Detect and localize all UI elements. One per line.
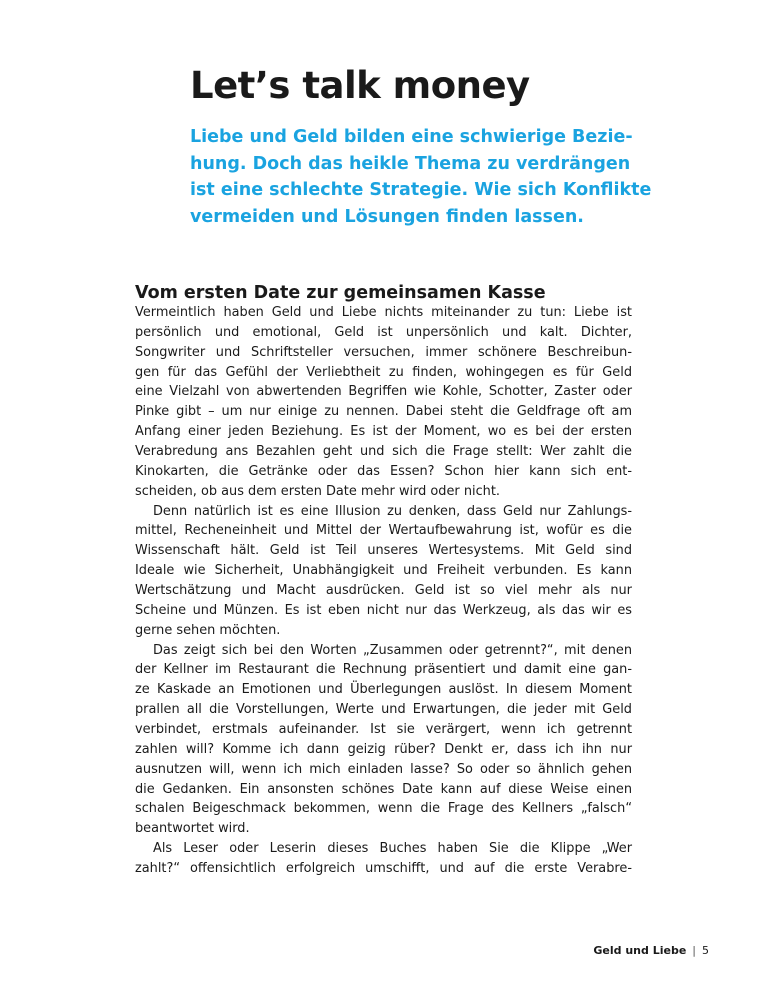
body-line: Scheine und Münzen. Es ist eben nicht nur das Werkzeug, als das wir es — [135, 602, 632, 618]
body-line: ausnutzen will, wenn ich mich einladen lasse? So oder so ähnlich gehen — [135, 761, 632, 777]
body-line: prallen all die Vorstellungen, Werte und Erwartungen, die jeder mit Geld — [135, 702, 632, 718]
intro-line: hung. Doch das heikle Thema zu verdrängen — [190, 153, 631, 174]
intro-line: ist eine schlechte Strategie. Wie sich Konflikte — [190, 180, 652, 201]
section-heading: Vom ersten Date zur gemeinsamen Kasse — [135, 283, 546, 303]
intro-line: Liebe und Geld bilden eine schwierige Bezie- — [190, 127, 633, 147]
article-intro — [190, 124, 650, 231]
body-line: der Kellner im Restaurant die Rechnung präsentiert und damit eine gan- — [135, 662, 632, 678]
intro-line: vermeiden und Lösungen finden lassen. — [190, 207, 584, 228]
body-line: eine Vielzahl von abwertenden Begriffen wie Kohle, Schotter, Zaster oder — [135, 384, 632, 400]
body-line: schalen Beigeschmack bekommen, wenn die Frage des Kellners „falsch“ — [135, 801, 632, 817]
body-line: Kinokarten, die Getränke oder das Essen? Schon hier kann sich ent- — [135, 463, 632, 479]
body-line: mittel, Recheneinheit und Mittel der Wertaufbewahrung ist, wofür es die — [135, 523, 632, 539]
footer-separator: | — [692, 944, 696, 957]
body-line: Vermeintlich haben Geld und Liebe nichts miteinander zu tun: Liebe ist — [135, 305, 632, 320]
body-line: gerne sehen möchten. — [135, 622, 281, 638]
body-line: persönlich und emotional, Geld ist unpersönlich und kalt. Dichter, — [135, 324, 632, 340]
body-line: scheiden, ob aus dem ersten Date mehr wird oder nicht. — [135, 483, 500, 499]
page-number: 5 — [702, 944, 709, 957]
body-line: Verabredung ans Bezahlen geht und sich die Frage stellt: Wer zahlt die — [135, 444, 632, 460]
footer-section-title: Geld und Liebe — [593, 944, 687, 957]
body-line: Denn natürlich ist es eine Illusion zu denken, dass Geld nur Zahlungs- — [153, 503, 632, 519]
body-line: die Gedanken. Ein ansonsten schönes Date kann auf diese Weise einen — [135, 781, 632, 797]
page-footer — [593, 944, 709, 957]
body-line: zahlt?“ offensichtlich erfolgreich umschifft, und auf die erste Verabre- — [135, 861, 632, 877]
article-title: Let’s talk money — [190, 64, 530, 107]
body-line: verbindet, erstmals aufeinander. Ist sie verärgert, wenn ich getrennt — [135, 722, 632, 738]
body-line: beantwortet wird. — [135, 821, 250, 837]
body-line: zahlen will? Komme ich dann geizig rüber? Denkt er, dass ich ihn nur — [135, 741, 632, 757]
body-line: ze Kaskade an Emotionen und Überlegungen auslöst. In diesem Moment — [135, 682, 632, 698]
body-line: Anfang einer jeden Beziehung. Es ist der Moment, wo es bei der ersten — [135, 424, 632, 440]
body-text — [135, 303, 632, 879]
body-line: Ideale wie Sicherheit, Unabhängigkeit und Freiheit verbunden. Es kann — [135, 563, 632, 579]
body-line: Als Leser oder Leserin dieses Buches haben Sie die Klippe „Wer — [153, 841, 632, 857]
body-line: gen für das Gefühl der Verliebtheit zu finden, wohingegen es für Geld — [135, 364, 632, 380]
body-line: Wertschätzung und Macht ausdrücken. Geld ist so viel mehr als nur — [135, 583, 632, 599]
body-line: Songwriter und Schriftsteller versuchen, immer schönere Beschreibun- — [135, 344, 632, 360]
body-line: Pinke gibt – um nur einige zu nennen. Dabei steht die Geldfrage oft am — [135, 404, 632, 420]
body-line: Wissenschaft hält. Geld ist Teil unseres Wertesystems. Mit Geld sind — [135, 543, 632, 559]
body-line: Das zeigt sich bei den Worten „Zusammen oder getrennt?“, mit denen — [153, 642, 632, 658]
